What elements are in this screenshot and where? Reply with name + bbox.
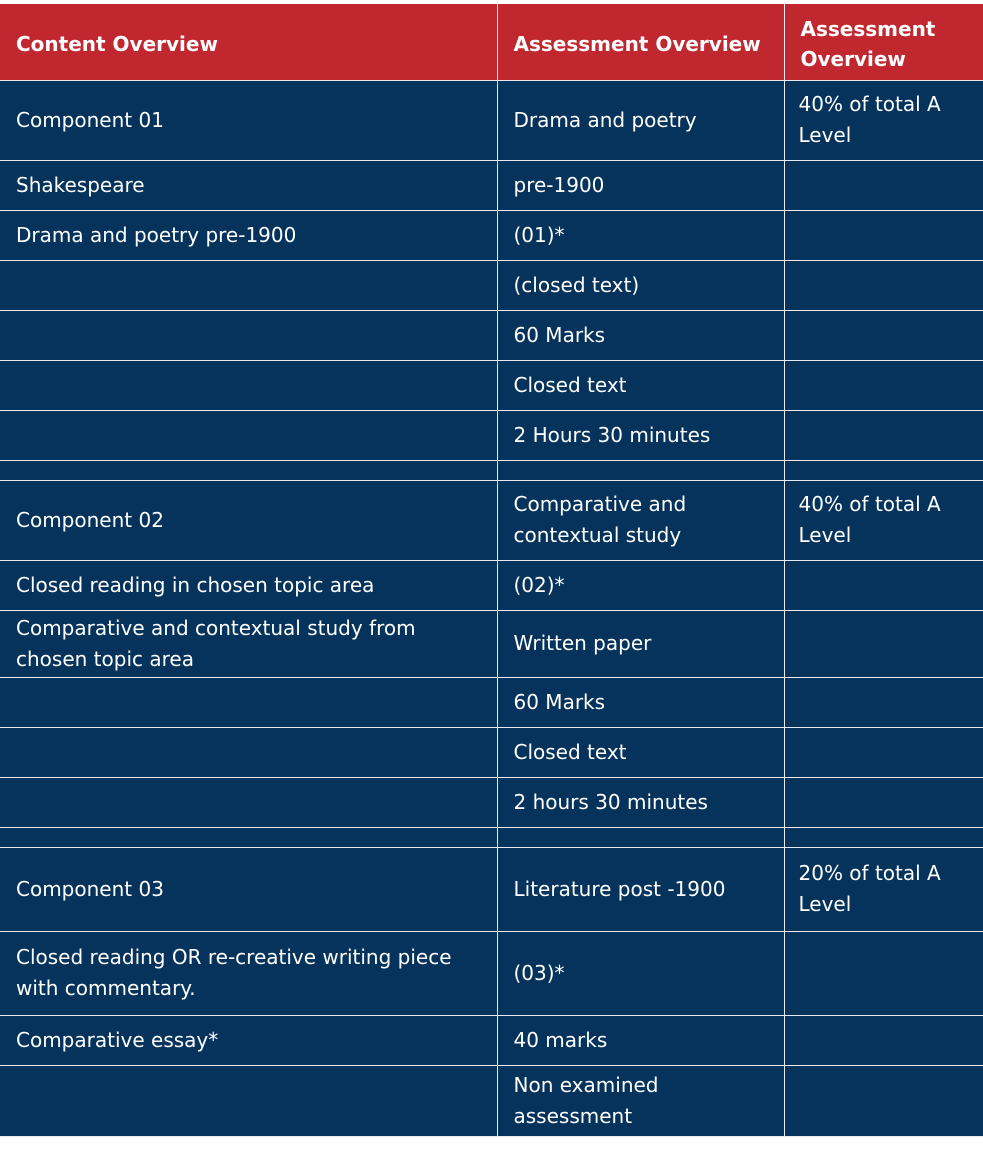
table-cell: Closed text bbox=[497, 727, 784, 777]
table-cell: Non examined assessment bbox=[497, 1065, 784, 1136]
table-cell: Shakespeare bbox=[0, 160, 497, 210]
table-row bbox=[0, 80, 983, 160]
table-cell: 20% of total A Level bbox=[784, 847, 983, 931]
table-row bbox=[0, 360, 983, 410]
table-row bbox=[0, 677, 983, 727]
table-cell bbox=[784, 1015, 983, 1065]
table-cell: Closed reading in chosen topic area bbox=[0, 560, 497, 610]
table-row bbox=[0, 1015, 983, 1065]
table-cell bbox=[784, 460, 983, 480]
table-cell: (01)* bbox=[497, 210, 784, 260]
table-cell bbox=[0, 260, 497, 310]
table-row bbox=[0, 210, 983, 260]
table-cell bbox=[0, 460, 497, 480]
table-row bbox=[0, 480, 983, 560]
table-cell bbox=[784, 610, 983, 677]
header-assessment-overview: Assessment Overview bbox=[497, 4, 784, 80]
table-row bbox=[0, 310, 983, 360]
table-row bbox=[0, 160, 983, 210]
table-cell: 60 Marks bbox=[497, 310, 784, 360]
table-cell: Component 01 bbox=[0, 80, 497, 160]
table-cell bbox=[784, 777, 983, 827]
table-cell bbox=[784, 310, 983, 360]
table-row bbox=[0, 847, 983, 931]
table-cell bbox=[784, 410, 983, 460]
table-cell bbox=[784, 677, 983, 727]
table-cell: pre-1900 bbox=[497, 160, 784, 210]
table-header-row bbox=[0, 4, 983, 80]
table-cell: Component 03 bbox=[0, 847, 497, 931]
table-row bbox=[0, 410, 983, 460]
table-row bbox=[0, 777, 983, 827]
table-cell: 40 marks bbox=[497, 1015, 784, 1065]
header-content-overview: Content Overview bbox=[0, 4, 497, 80]
table-cell: Comparative and contextual study from chosen topic area bbox=[0, 610, 497, 677]
table-row bbox=[0, 727, 983, 777]
table-cell: 2 hours 30 minutes bbox=[497, 777, 784, 827]
table-cell: (02)* bbox=[497, 560, 784, 610]
table-cell: Closed reading OR re-creative writing piece with commentary. bbox=[0, 931, 497, 1015]
table-cell bbox=[784, 210, 983, 260]
table-row bbox=[0, 560, 983, 610]
table-cell bbox=[0, 677, 497, 727]
table-cell bbox=[784, 360, 983, 410]
table-row bbox=[0, 610, 983, 677]
table-cell bbox=[0, 360, 497, 410]
table-cell: (closed text) bbox=[497, 260, 784, 310]
table-cell bbox=[784, 931, 983, 1015]
table-cell: Drama and poetry pre-1900 bbox=[0, 210, 497, 260]
table-cell: Comparative essay* bbox=[0, 1015, 497, 1065]
table-cell: 40% of total A Level bbox=[784, 80, 983, 160]
table-cell bbox=[784, 160, 983, 210]
table-cell: Component 02 bbox=[0, 480, 497, 560]
spacer-row bbox=[0, 460, 983, 480]
spacer-row bbox=[0, 827, 983, 847]
table-cell: Closed text bbox=[497, 360, 784, 410]
table-row bbox=[0, 1065, 983, 1136]
table-cell bbox=[0, 727, 497, 777]
table-cell bbox=[0, 827, 497, 847]
table-cell bbox=[784, 260, 983, 310]
header-assessment-weighting: Assessment Overview bbox=[784, 4, 983, 80]
table-cell: Comparative and contextual study bbox=[497, 480, 784, 560]
table-cell bbox=[0, 1065, 497, 1136]
table-cell: 40% of total A Level bbox=[784, 480, 983, 560]
assessment-table-container bbox=[0, 4, 983, 1137]
table-cell bbox=[0, 777, 497, 827]
table-cell bbox=[784, 727, 983, 777]
table-cell bbox=[784, 827, 983, 847]
table-cell bbox=[0, 410, 497, 460]
table-cell: Literature post -1900 bbox=[497, 847, 784, 931]
table-cell: 2 Hours 30 minutes bbox=[497, 410, 784, 460]
table-cell: Written paper bbox=[497, 610, 784, 677]
table-cell bbox=[0, 310, 497, 360]
table-cell: Drama and poetry bbox=[497, 80, 784, 160]
table-row bbox=[0, 260, 983, 310]
assessment-overview-table bbox=[0, 4, 983, 1137]
table-cell bbox=[784, 560, 983, 610]
table-cell bbox=[497, 827, 784, 847]
table-cell bbox=[497, 460, 784, 480]
table-cell: 60 Marks bbox=[497, 677, 784, 727]
table-row bbox=[0, 931, 983, 1015]
table-cell: (03)* bbox=[497, 931, 784, 1015]
table-cell bbox=[784, 1065, 983, 1136]
